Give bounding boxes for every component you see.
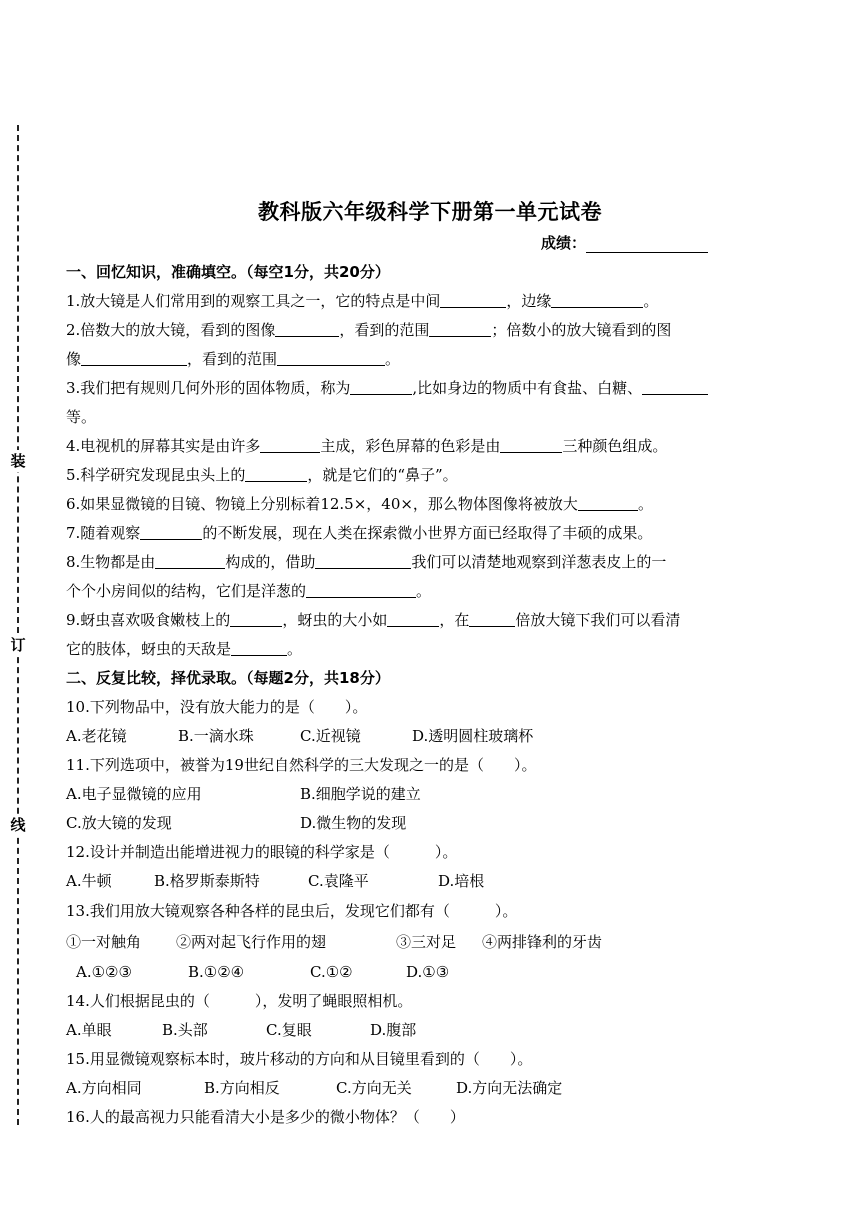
q2-text: 像 <box>66 350 82 368</box>
question-14-options <box>66 1016 786 1045</box>
q9-text: 。 <box>287 640 303 658</box>
q3-text: 等。 <box>66 408 97 426</box>
q4-text: 三种颜色组成。 <box>562 437 668 455</box>
option-b[interactable]: B.一滴水珠 <box>178 727 254 745</box>
option-c[interactable]: C.①② <box>310 963 353 981</box>
option-b[interactable]: B.方向相反 <box>204 1079 280 1097</box>
option-c[interactable]: C.放大镜的发现 <box>66 814 172 832</box>
question-10-stem: 10.下列物品中，没有放大能力的是（ ）。 <box>66 698 368 716</box>
question-14-stem: 14.人们根据昆虫的（ ），发明了蝇眼照相机。 <box>66 992 413 1010</box>
q7-text: 7.随着观察 <box>66 524 141 542</box>
question-1 <box>66 287 786 316</box>
question-12-stem: 12.设计并制造出能增进视力的眼镜的科学家是（ ）。 <box>66 843 458 861</box>
question-13-options <box>66 958 786 987</box>
question-2-line-2 <box>66 345 786 374</box>
question-3-line-1 <box>66 374 786 403</box>
q8-blank-3[interactable] <box>306 581 416 598</box>
exam-content <box>66 258 786 1132</box>
q5-blank-1[interactable] <box>245 465 307 482</box>
binding-char-xian: 线 <box>8 814 28 836</box>
option-a[interactable]: A.单眼 <box>66 1021 112 1039</box>
q4-blank-1[interactable] <box>260 436 320 453</box>
item-1: ①一对触角 <box>66 933 142 951</box>
q9-text: ，在 <box>439 611 470 629</box>
question-13-items <box>66 927 786 958</box>
option-c[interactable]: C.复眼 <box>266 1021 312 1039</box>
score-field[interactable] <box>541 232 708 253</box>
score-label: 成绩： <box>541 234 587 252</box>
question-8-line-2 <box>66 577 786 606</box>
option-c[interactable]: C.方向无关 <box>336 1079 412 1097</box>
question-2-line-1 <box>66 316 786 345</box>
q9-text: 倍放大镜下我们可以看清 <box>515 611 681 629</box>
q1-blank-1[interactable] <box>440 291 506 308</box>
q9-blank-4[interactable] <box>231 639 287 656</box>
question-12-options <box>66 867 786 896</box>
option-d[interactable]: D.方向无法确定 <box>456 1079 563 1097</box>
q8-blank-1[interactable] <box>155 552 225 569</box>
option-d[interactable]: D.透明圆柱玻璃杯 <box>412 727 534 745</box>
q9-text: 9.蚜虫喜欢吸食嫩枝上的 <box>66 611 231 629</box>
exam-title: 教科版六年级科学下册第一单元试卷 <box>258 200 602 224</box>
question-6 <box>66 490 786 519</box>
option-a[interactable]: A.电子显微镜的应用 <box>66 785 202 803</box>
question-9-line-2 <box>66 635 786 664</box>
score-blank[interactable] <box>586 237 708 253</box>
q6-text: 6.如果显微镜的目镜、物镜上分别标着12.5×，40×，那么物体图像将被放大 <box>66 495 578 513</box>
binding-char-zhuang: 装 <box>8 450 28 472</box>
q8-blank-2[interactable] <box>315 552 411 569</box>
option-c[interactable]: C.袁隆平 <box>308 872 369 890</box>
question-11-stem: 11.下列选项中，被誉为19世纪自然科学的三大发现之一的是（ ）。 <box>66 756 537 774</box>
option-b[interactable]: B.细胞学说的建立 <box>300 785 421 803</box>
option-a[interactable]: A.老花镜 <box>66 727 127 745</box>
item-2: ②两对起飞行作用的翅 <box>176 933 327 951</box>
question-11-options-1 <box>66 780 786 809</box>
q8-text: 个个小房间似的结构，它们是洋葱的 <box>66 582 307 600</box>
q2-blank-1[interactable] <box>275 320 339 337</box>
option-a[interactable]: A.牛顿 <box>66 872 112 890</box>
binding-dashed-line <box>17 125 19 1125</box>
q4-text: 4.电视机的屏幕其实是由许多 <box>66 437 261 455</box>
question-3-line-2 <box>66 403 786 432</box>
q3-blank-1[interactable] <box>350 378 412 395</box>
q9-blank-2[interactable] <box>387 610 439 627</box>
q2-blank-2[interactable] <box>429 320 491 337</box>
q6-blank-1[interactable] <box>578 494 638 511</box>
question-4 <box>66 432 786 461</box>
question-7 <box>66 519 786 548</box>
question-13-stem: 13.我们用放大镜观察各种各样的昆虫后，发现它们都有（ ）。 <box>66 902 518 920</box>
section-2-heading: 二、反复比较，择优录取。（每题2分，共18分） <box>66 669 390 687</box>
q8-text: 构成的，借助 <box>225 553 316 571</box>
q2-text: ，看到的范围 <box>187 350 278 368</box>
q5-text: ，就是它们的“鼻子”。 <box>307 466 458 484</box>
q1-text: 。 <box>643 292 659 310</box>
question-9-line-1 <box>66 606 786 635</box>
q3-text: ,比如身边的物质中有食盐、白糖、 <box>412 379 643 397</box>
binding-char-ding: 订 <box>8 634 28 656</box>
item-3: ③三对足 <box>396 933 457 951</box>
item-4: ④两排锋利的牙齿 <box>482 933 603 951</box>
option-b[interactable]: B.①②④ <box>188 963 245 981</box>
q8-text: 。 <box>416 582 432 600</box>
option-d[interactable]: D.①③ <box>406 963 450 981</box>
q2-blank-3[interactable] <box>81 349 187 366</box>
q7-blank-1[interactable] <box>140 523 202 540</box>
q1-text: 1.放大镜是人们常用到的观察工具之一，它的特点是中间 <box>66 292 441 310</box>
q5-text: 5.科学研究发现昆虫头上的 <box>66 466 246 484</box>
question-16-stem: 16.人的最高视力只能看清大小是多少的微小物体？（ ） <box>66 1108 465 1126</box>
q1-blank-2[interactable] <box>551 291 643 308</box>
q9-text: 它的肢体，蚜虫的天敌是 <box>66 640 232 658</box>
q9-text: ，蚜虫的大小如 <box>282 611 388 629</box>
q4-text: 主成，彩色屏幕的色彩是由 <box>320 437 501 455</box>
question-8-line-1 <box>66 548 786 577</box>
question-15-options <box>66 1074 786 1103</box>
option-b[interactable]: B.格罗斯泰斯特 <box>154 872 260 890</box>
q8-text: 8.生物都是由 <box>66 553 156 571</box>
q2-blank-4[interactable] <box>277 349 385 366</box>
q7-text: 的不断发展，现在人类在探索微小世界方面已经取得了丰硕的成果。 <box>202 524 653 542</box>
q3-blank-2[interactable] <box>642 378 708 395</box>
question-15-stem: 15.用显微镜观察标本时，玻片移动的方向和从目镜里看到的（ ）。 <box>66 1050 533 1068</box>
q2-text: ，看到的范围 <box>339 321 430 339</box>
q2-text: 。 <box>385 350 401 368</box>
question-11-options-2 <box>66 809 786 838</box>
option-a[interactable]: A.方向相同 <box>66 1079 142 1097</box>
q1-text: ，边缘 <box>506 292 552 310</box>
q9-blank-1[interactable] <box>230 610 282 627</box>
option-a[interactable]: A.①②③ <box>76 963 132 981</box>
q9-blank-3[interactable] <box>469 610 515 627</box>
q2-text: 2.倍数大的放大镜，看到的图像 <box>66 321 276 339</box>
question-10-options <box>66 722 786 751</box>
option-d[interactable]: D.培根 <box>438 872 485 890</box>
q6-text: 。 <box>637 495 653 513</box>
question-5 <box>66 461 786 490</box>
q3-text: 3.我们把有规则几何外形的固体物质，称为 <box>66 379 351 397</box>
q2-text: ；倍数小的放大镜看到的图 <box>491 321 672 339</box>
option-b[interactable]: B.头部 <box>162 1021 208 1039</box>
section-1-heading: 一、回忆知识，准确填空。（每空1分，共20分） <box>66 263 390 281</box>
option-c[interactable]: C.近视镜 <box>300 727 361 745</box>
option-d[interactable]: D.腹部 <box>370 1021 417 1039</box>
option-d[interactable]: D.微生物的发现 <box>300 814 407 832</box>
q4-blank-2[interactable] <box>500 436 562 453</box>
q8-text: 我们可以清楚地观察到洋葱表皮上的一 <box>411 553 667 571</box>
